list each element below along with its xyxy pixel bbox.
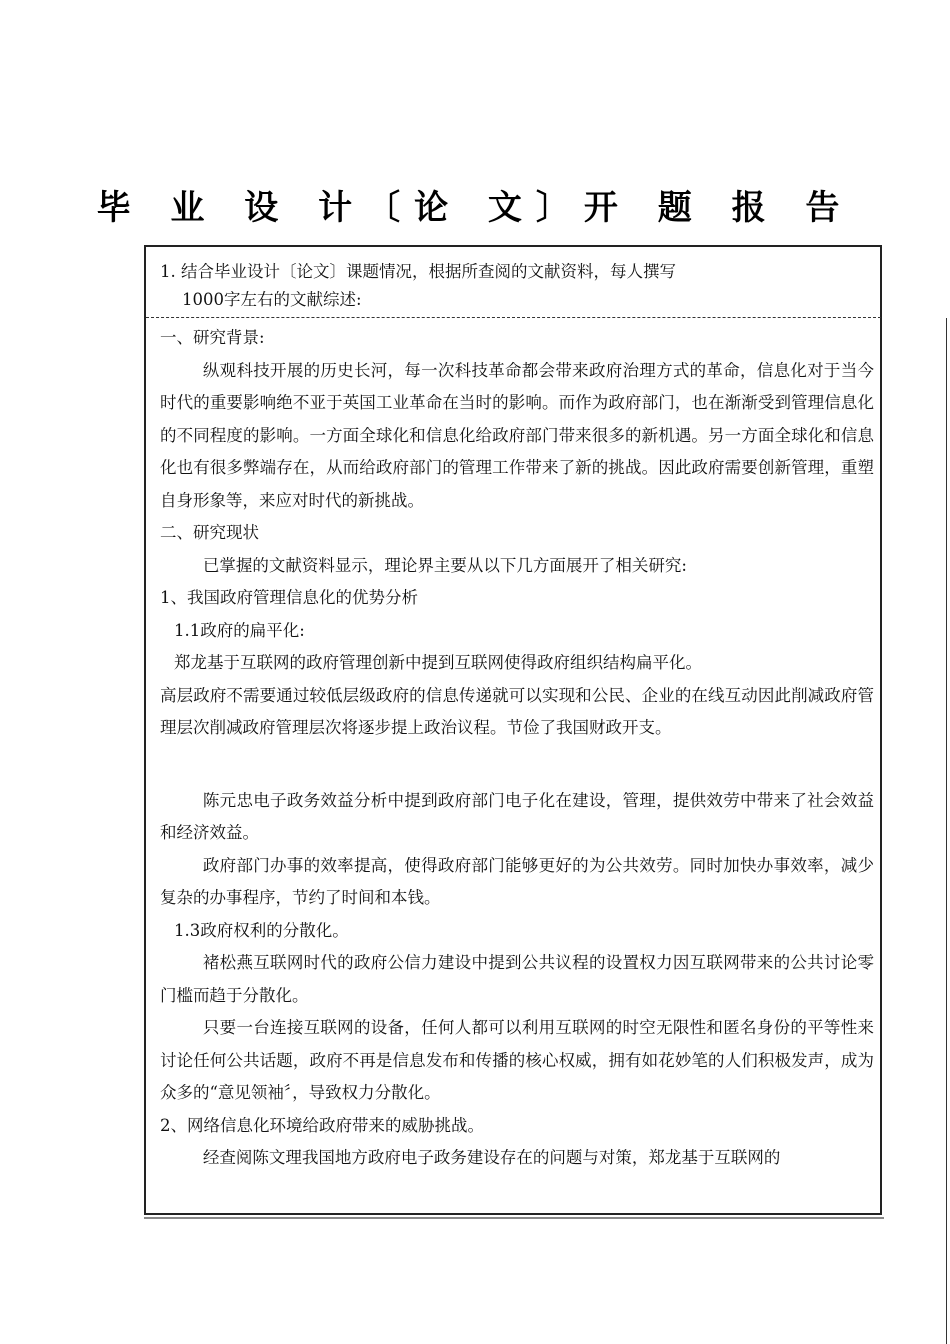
efficiency-paragraph: 政府部门办事的效率提高，使得政府部门能够更好的为公共效劳。同时加快办事效率，减少复杂的办事程序，节约了时间和本钱。 (160, 855, 874, 907)
literature-review-body (160, 322, 874, 1175)
table-header-cell (160, 258, 870, 314)
zheng-paragraph: 郑龙基于互联网的政府管理创新中提到互联网使得政府组织结构扁平化。 (174, 653, 702, 672)
section-heading-status: 二、研究现状 (160, 523, 259, 542)
section-heading-background: 一、研究背景: (160, 328, 265, 347)
subheading-item-1-3: 1.3政府权利的分散化。 (174, 920, 349, 940)
chu-paragraph: 褚松燕互联网时代的政府公信力建设中提到公共议程的设置权力因互联网带来的公共讨论零门槛而趋于分散化。 (160, 953, 874, 1005)
right-margin-rule (946, 318, 947, 1344)
instruction-line-2: 1000字左右的文献综述: (182, 290, 362, 309)
subheading-item-2: 2、网络信息化环境给政府带来的威胁挑战。 (160, 1115, 484, 1135)
subheading-item-1-1: 1.1政府的扁平化: (174, 620, 305, 640)
table-bottom-shadow (144, 1217, 884, 1219)
anyone-paragraph: 只要一台连接互联网的设备，任何人都可以利用互联网的时空无限性和匿名身份的平等性来讨论任何公共话题，政府不再是信息发布和传播的核心权威，拥有如花妙笔的人们积极发声，成为众多的“意见领袖〞，导致权力分散化。 (160, 1018, 874, 1102)
subheading-item-1: 1、我国政府管理信息化的优势分析 (160, 588, 418, 607)
last-paragraph: 经查阅陈文理我国地方政府电子政务建设存在的问题与对策，郑龙基于互联网的 (202, 1148, 781, 1167)
high-level-government-paragraph: 高层政府不需要通过较低层级政府的信息传递就可以实现和公民、企业的在线互动因此削减政府管理层次削减政府管理层次将逐步提上政治议程。节俭了我国财政开支。 (160, 685, 874, 737)
background-paragraph: 纵观科技开展的历史长河，每一次科技革命都会带来政府治理方式的革命，信息化对于当今时代的重要影响绝不亚于英国工业革命在当时的影响。而作为政府部门，也在渐渐受到管理信息化的不同程度的影响。一方面全球化和信息化给政府部门带来很多的新机遇。另一方面全球化和信息化也有很多弊端存在，从而给政府部门的管理工作带来了新的挑战。因此政府需要创新管理，重塑自身形象等，来应对时代的新挑战。 (160, 360, 874, 510)
chen-paragraph: 陈元忠电子政务效益分析中提到政府部门电子化在建设，管理，提供效劳中带来了社会效益和经济效益。 (160, 790, 874, 842)
status-intro-paragraph: 已掌握的文献资料显示，理论界主要从以下几方面展开了相关研究: (202, 555, 687, 575)
dashed-divider (146, 317, 881, 318)
instruction-line-1: 1. 结合毕业设计〔论文〕课题情况，根据所查阅的文献资料，每人撰写 (160, 262, 676, 281)
page-title: 毕 业 设 计〔论 文〕开 题 报 告 (96, 188, 854, 228)
blank-spacer (160, 745, 874, 785)
